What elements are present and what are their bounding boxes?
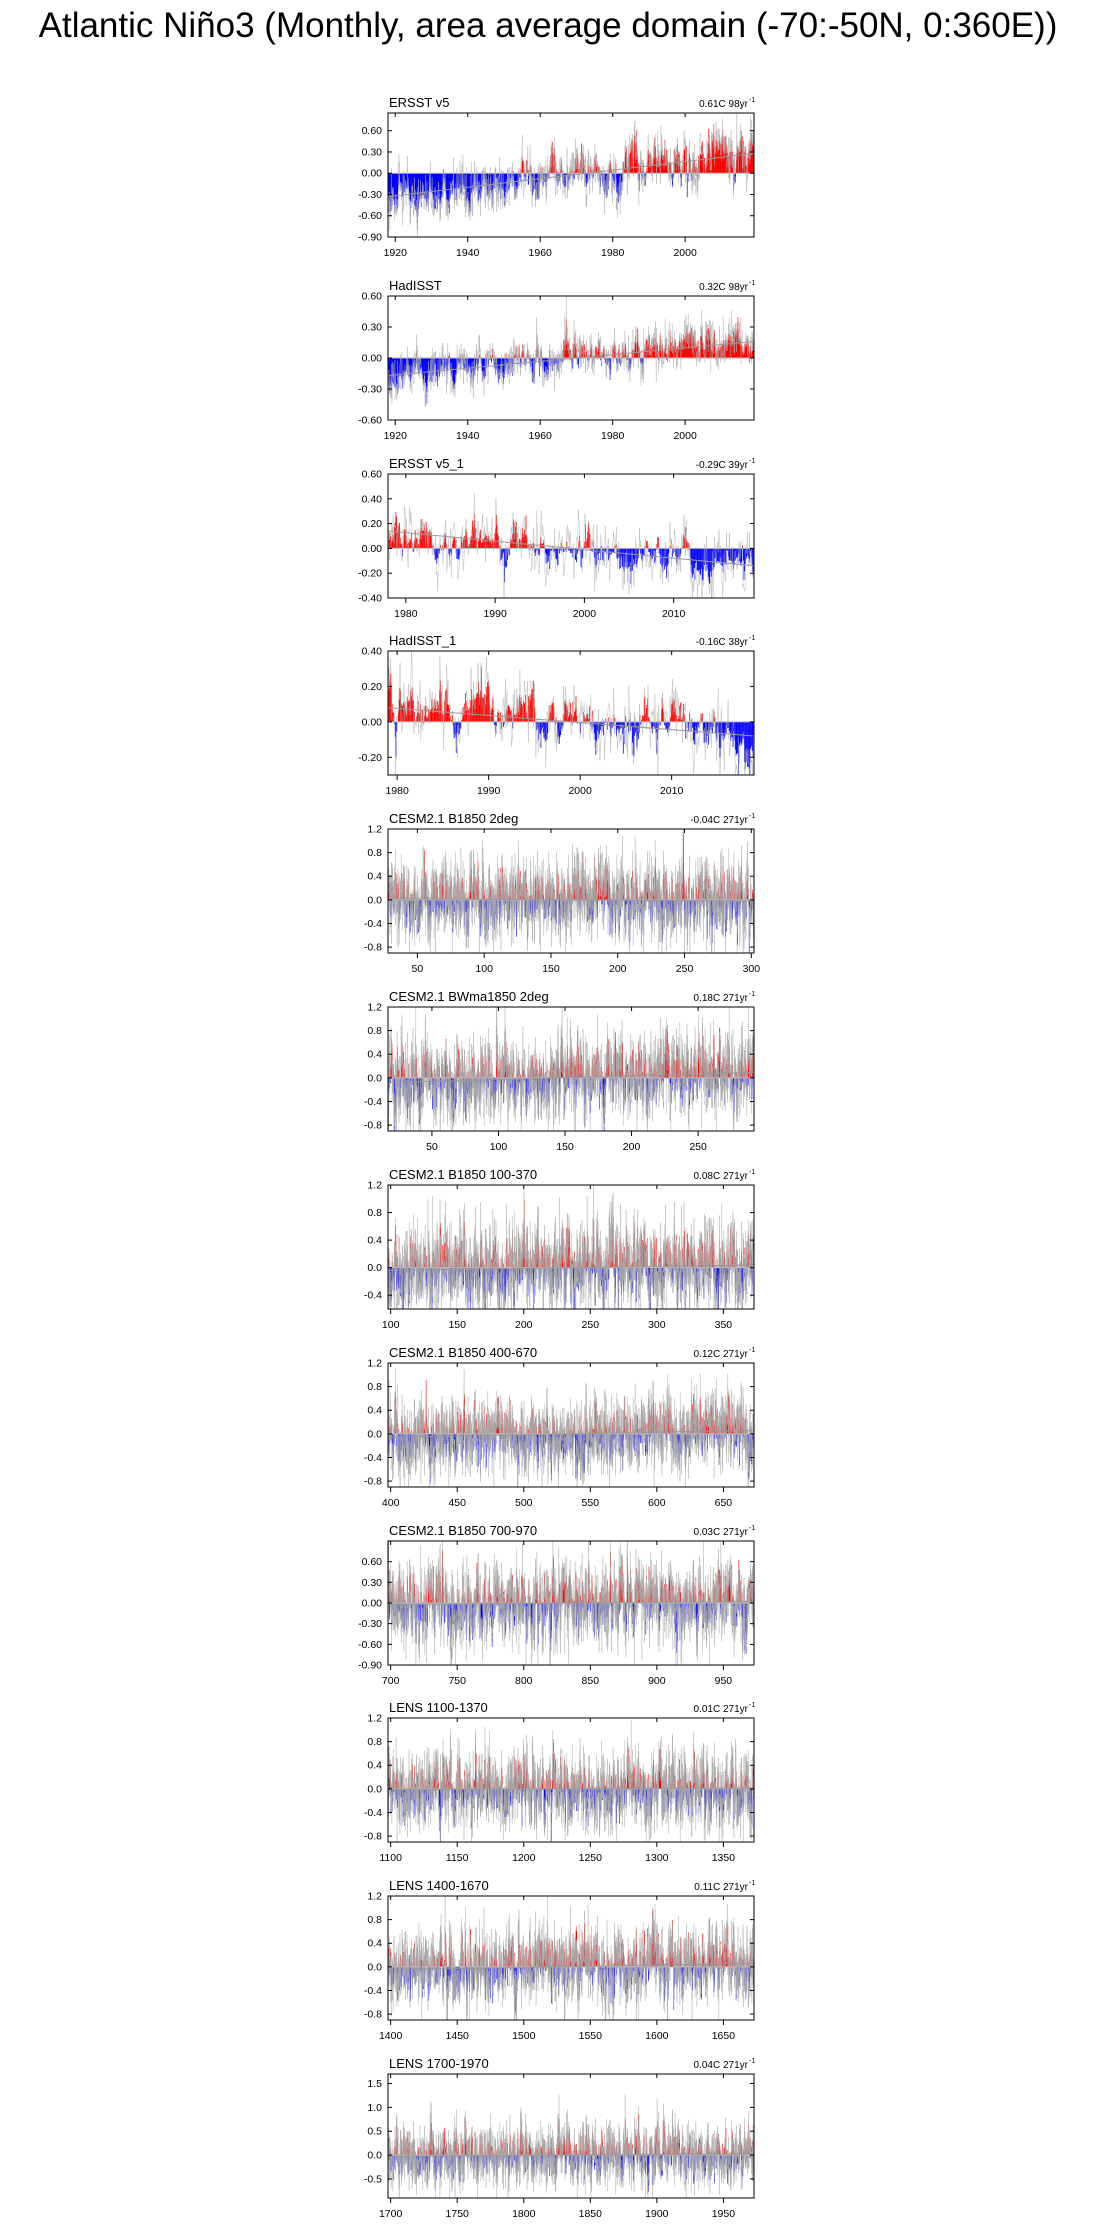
anomaly-bar (663, 351, 664, 358)
anomaly-bar (453, 537, 454, 549)
anomaly-bar (647, 541, 648, 549)
panel-title: ERSST v5 (389, 95, 449, 110)
anomaly-bar (590, 534, 591, 548)
anomaly-bar (653, 548, 654, 555)
anomaly-bar (548, 548, 549, 561)
x-tick-label: 1980 (385, 785, 409, 797)
anomaly-bar (468, 709, 469, 721)
anomaly-bar (629, 548, 630, 566)
anomaly-bar (485, 704, 486, 722)
anomaly-bar (679, 716, 680, 722)
anomaly-bar (422, 531, 423, 549)
anomaly-bar (458, 548, 459, 558)
x-tick-label: 2010 (662, 608, 686, 620)
anomaly-bar (684, 714, 685, 722)
x-tick-label: 1980 (601, 247, 625, 259)
anomaly-bar (628, 548, 629, 568)
anomaly-bar (644, 697, 645, 722)
anomaly-bar (736, 722, 737, 754)
anomaly-bar (675, 548, 676, 555)
anomaly-bar (462, 542, 463, 548)
x-tick-label: 1940 (456, 430, 480, 442)
anomaly-bar (584, 542, 585, 549)
anomaly-bar (412, 688, 413, 722)
anomaly-bar (702, 548, 703, 579)
anomaly-bar (670, 717, 671, 721)
anomaly-bar (633, 548, 634, 565)
anomaly-bar (697, 548, 698, 571)
anomaly-bar (389, 688, 390, 721)
y-tick-label: -0.90 (358, 232, 382, 244)
anomaly-bar (400, 538, 401, 549)
anomaly-bar (744, 548, 745, 571)
y-tick-label: 0.30 (362, 146, 383, 158)
anomaly-bar (546, 548, 547, 554)
y-tick-label: 0.00 (362, 353, 383, 365)
anomaly-bar (448, 705, 449, 722)
anomaly-bar (696, 548, 697, 561)
y-tick-label: 0.20 (362, 518, 383, 530)
anomaly-bar (610, 548, 611, 554)
anomaly-bar (694, 722, 695, 744)
anomaly-bar (685, 722, 686, 739)
anomaly-bar (503, 722, 504, 727)
anomaly-bar (744, 548, 745, 580)
anomaly-bar (730, 722, 731, 741)
anomaly-bar (546, 548, 547, 563)
anomaly-bar (646, 541, 647, 548)
y-tick-label: -0.30 (358, 189, 382, 201)
anomaly-bar (483, 539, 484, 548)
anomaly-bar (524, 703, 525, 721)
anomaly-bar (535, 548, 536, 552)
anomaly-bar (720, 548, 721, 557)
panel-title: HadISST (389, 278, 442, 293)
anomaly-bar (463, 713, 464, 721)
y-tick-label: -0.20 (358, 568, 382, 580)
anomaly-bar (478, 541, 479, 548)
anomaly-bar (425, 706, 426, 722)
chart-panel (0, 629, 1096, 813)
x-tick-label: 1960 (529, 430, 553, 442)
anomaly-bar (730, 722, 731, 733)
anomaly-bar (638, 163, 639, 173)
chart-panel (0, 91, 1096, 275)
anomaly-bar (481, 543, 482, 549)
anomaly-bar (740, 722, 741, 745)
anomaly-bar (477, 693, 478, 722)
y-tick-label: 0.60 (362, 125, 383, 137)
anomaly-bar (608, 717, 609, 722)
trend-label-superscript: -1 (749, 635, 755, 642)
anomaly-bar (573, 716, 574, 721)
anomaly-bar (433, 713, 434, 722)
trend-label: -0.29C 39yr (696, 460, 749, 471)
anomaly-bar (652, 548, 653, 558)
anomaly-bar (729, 722, 730, 731)
anomaly-bar (597, 722, 598, 731)
anomaly-bar (736, 548, 737, 557)
trend-label-superscript: -1 (749, 97, 755, 104)
anomaly-bar (486, 695, 487, 722)
anomaly-bar (628, 548, 629, 567)
anomaly-bar (570, 548, 571, 552)
anomaly-bar (408, 702, 409, 722)
anomaly-bar (672, 703, 673, 722)
anomaly-bar (523, 534, 524, 549)
anomaly-bar (538, 548, 539, 554)
anomaly-bar (549, 548, 550, 555)
anomaly-bar (725, 548, 726, 563)
y-tick-label: -0.40 (358, 593, 382, 605)
anomaly-bar (410, 540, 411, 548)
anomaly-bar (480, 530, 481, 549)
anomaly-bar (466, 701, 467, 722)
panel-title: HadISST_1 (389, 633, 456, 648)
anomaly-bar (698, 722, 699, 728)
anomaly-bar (525, 900, 526, 918)
anomaly-bar (449, 353, 450, 358)
series-bars (388, 295, 754, 407)
anomaly-bar (503, 548, 504, 552)
anomaly-bar (684, 538, 685, 549)
anomaly-bar (531, 689, 532, 722)
anomaly-bar (392, 541, 393, 549)
x-tick-label: 1980 (601, 430, 625, 442)
anomaly-bar (453, 541, 454, 549)
x-tick-label: 1940 (456, 247, 480, 259)
anomaly-bar (454, 537, 455, 548)
anomaly-bar (621, 548, 622, 556)
anomaly-bar (480, 534, 481, 549)
anomaly-bar (624, 722, 625, 728)
anomaly-bar (496, 515, 497, 549)
anomaly-bar (709, 548, 710, 583)
anomaly-bar (435, 702, 436, 722)
y-tick-label: 0.30 (362, 322, 383, 334)
anomaly-bar (666, 722, 667, 729)
anomaly-bar (547, 722, 548, 733)
anomaly-bar (609, 722, 610, 726)
anomaly-bar (555, 548, 556, 558)
anomaly-bar (650, 548, 651, 555)
anomaly-bar (572, 548, 573, 553)
anomaly-bar (701, 713, 702, 722)
anomaly-bar (487, 538, 488, 548)
x-tick-label: 2000 (673, 247, 697, 259)
anomaly-bar (699, 548, 700, 569)
anomaly-bar (553, 702, 554, 721)
y-tick-label: -0.60 (358, 210, 382, 222)
anomaly-bar (437, 548, 438, 558)
anomaly-bar (556, 548, 557, 559)
y-tick-label: 0.40 (362, 646, 383, 658)
anomaly-bar (574, 712, 575, 722)
anomaly-bar (552, 703, 553, 722)
anomaly-bar (476, 694, 477, 722)
anomaly-bar (439, 548, 440, 553)
anomaly-bar (648, 717, 649, 722)
x-tick-label: 1960 (529, 247, 553, 259)
anomaly-bar (618, 722, 619, 728)
anomaly-bar (545, 548, 546, 552)
anomaly-bar (640, 548, 641, 553)
anomaly-bar (588, 173, 589, 182)
anomaly-bar (737, 548, 738, 557)
anomaly-bar (492, 708, 493, 722)
anomaly-bar (634, 548, 635, 563)
anomaly-bar (447, 690, 448, 722)
anomaly-bar (703, 548, 704, 580)
anomaly-bar (483, 697, 484, 721)
anomaly-bar (600, 722, 601, 730)
anomaly-bar (649, 548, 650, 552)
anomaly-bar (413, 548, 414, 552)
anomaly-bar (616, 544, 617, 548)
anomaly-bar (515, 715, 516, 722)
panel-title: ERSST v5_1 (389, 456, 464, 471)
anomaly-bar (486, 687, 487, 722)
anomaly-bar (523, 537, 524, 548)
anomaly-bar (692, 548, 693, 577)
anomaly-bar (531, 694, 532, 721)
anomaly-bar (642, 715, 643, 722)
y-tick-label: 0.60 (362, 469, 383, 481)
anomaly-bar (753, 548, 754, 572)
series-bars (388, 494, 754, 619)
chart-panel (0, 274, 1096, 458)
trend-label: -0.16C 38yr (696, 637, 749, 648)
anomaly-bar (700, 548, 701, 574)
y-tick-label: 0.00 (362, 543, 383, 555)
x-tick-label: 2000 (573, 608, 597, 620)
anomaly-bar (700, 548, 701, 575)
x-tick-label: 2000 (568, 785, 592, 797)
anomaly-bar (459, 358, 460, 363)
trend-label: 0.32C 98yr (699, 282, 749, 293)
page-title: Atlantic Niño3 (Monthly, area average domain (-70:-50N, 0:360E)) (0, 6, 1096, 46)
anomaly-bar (506, 353, 507, 358)
anomaly-bar (564, 548, 565, 552)
anomaly-bar (447, 704, 448, 721)
anomaly-bar (389, 532, 390, 548)
y-tick-label: 0.40 (362, 493, 383, 505)
anomaly-bar (460, 722, 461, 728)
anomaly-bar (545, 722, 546, 741)
anomaly-bar (737, 722, 738, 753)
anomaly-bar (524, 529, 525, 548)
anomaly-bar (750, 722, 751, 749)
anomaly-bar (645, 713, 646, 721)
anomaly-bar (457, 722, 458, 733)
anomaly-bar (567, 542, 568, 549)
anomaly-bar (619, 358, 620, 363)
anomaly-bar (559, 548, 560, 553)
anomaly-bar (491, 544, 492, 548)
anomaly-bar (743, 548, 744, 560)
anomaly-bar (470, 700, 471, 722)
y-tick-label: -0.60 (358, 415, 382, 427)
anomaly-bar (599, 548, 600, 552)
anomaly-bar (488, 535, 489, 548)
x-tick-label: 1920 (384, 430, 408, 442)
anomaly-bar (595, 722, 596, 740)
anomaly-bar (695, 548, 696, 563)
anomaly-bar (520, 540, 521, 548)
anomaly-bar (602, 548, 603, 559)
x-tick-label: 2000 (673, 430, 697, 442)
anomaly-bar (748, 548, 749, 557)
anomaly-bar (482, 542, 483, 548)
anomaly-bar (450, 716, 451, 722)
anomaly-bar (648, 548, 649, 552)
y-tick-label: 0.00 (362, 716, 383, 728)
anomaly-bar (632, 722, 633, 743)
anomaly-bar (571, 714, 572, 722)
anomaly-bar (486, 536, 487, 548)
anomaly-bar (741, 722, 742, 745)
anomaly-bar (500, 713, 501, 722)
anomaly-bar (436, 548, 437, 563)
anomaly-bar (435, 708, 436, 722)
anomaly-bar (490, 540, 491, 548)
anomaly-bar (660, 548, 661, 563)
anomaly-bar (515, 527, 516, 548)
y-tick-label: 0.00 (362, 168, 383, 180)
anomaly-bar (578, 541, 579, 548)
anomaly-bar (430, 710, 431, 721)
anomaly-bar (741, 548, 742, 565)
anomaly-bar (470, 707, 471, 721)
anomaly-bar (746, 722, 747, 752)
anomaly-bar (722, 548, 723, 566)
x-tick-label: 1990 (477, 785, 501, 797)
chart-panel (0, 807, 1096, 991)
anomaly-bar (719, 548, 720, 562)
y-tick-label: -0.20 (358, 752, 382, 764)
anomaly-bar (668, 548, 669, 564)
anomaly-bar (697, 548, 698, 569)
anomaly-bar (541, 537, 542, 548)
anomaly-bar (525, 535, 526, 548)
chart-panel (0, 452, 1096, 636)
anomaly-bar (605, 718, 606, 721)
x-tick-label: 1920 (384, 247, 408, 259)
series-bars (388, 821, 754, 974)
anomaly-bar (613, 548, 614, 551)
anomaly-bar (511, 539, 512, 548)
anomaly-bar (399, 688, 400, 722)
anomaly-bar (430, 534, 431, 548)
trend-label-superscript: -1 (749, 458, 755, 465)
anomaly-bar (410, 538, 411, 548)
anomaly-bar (467, 711, 468, 722)
anomaly-bar (497, 525, 498, 548)
anomaly-bar (501, 548, 502, 559)
anomaly-bar (707, 722, 708, 736)
anomaly-bar (540, 722, 541, 734)
x-tick-label: 2010 (660, 785, 684, 797)
anomaly-bar (390, 682, 391, 722)
anomaly-bar (463, 539, 464, 548)
anomaly-bar (427, 718, 428, 722)
anomaly-bar (419, 714, 420, 722)
anomaly-bar (491, 358, 492, 361)
y-tick-label: 0.60 (362, 291, 383, 303)
anomaly-bar (401, 544, 402, 549)
series-bars (388, 649, 754, 802)
anomaly-bar (417, 713, 418, 722)
anomaly-bar (693, 548, 694, 574)
anomaly-bar (484, 538, 485, 549)
anomaly-bar (731, 548, 732, 561)
anomaly-bar (709, 548, 710, 582)
anomaly-bar (622, 548, 623, 566)
anomaly-bar (694, 548, 695, 568)
anomaly-bar (736, 722, 737, 756)
anomaly-bar (691, 722, 692, 731)
anomaly-bar (695, 167, 696, 174)
anomaly-bar (740, 722, 741, 743)
anomaly-bar (652, 722, 653, 734)
anomaly-bar (464, 703, 465, 722)
anomaly-bar (708, 548, 709, 576)
anomaly-bar (442, 714, 443, 722)
anomaly-bar (423, 531, 424, 549)
trend-label-superscript: -1 (749, 280, 755, 287)
anomaly-bar (404, 529, 405, 548)
anomaly-bar (587, 532, 588, 549)
anomaly-bar (418, 544, 419, 549)
anomaly-bar (533, 543, 534, 549)
anomaly-bar (749, 722, 750, 769)
anomaly-bar (613, 173, 614, 180)
anomaly-bar (710, 548, 711, 571)
anomaly-bar (426, 717, 427, 722)
anomaly-bar (751, 722, 752, 747)
x-tick-label: 1990 (483, 608, 507, 620)
anomaly-bar (692, 722, 693, 728)
anomaly-bar (568, 717, 569, 722)
anomaly-bar (653, 722, 654, 727)
anomaly-bar (666, 354, 667, 358)
anomaly-bar (711, 548, 712, 576)
anomaly-bar (401, 544, 402, 548)
anomaly-bar (701, 548, 702, 568)
anomaly-bar (596, 722, 597, 741)
anomaly-bar (657, 544, 658, 549)
anomaly-bar (550, 705, 551, 722)
trend-label: 0.61C 98yr (699, 99, 749, 110)
anomaly-bar (443, 169, 444, 173)
anomaly-bar (498, 713, 499, 722)
anomaly-bar (466, 532, 467, 549)
anomaly-bar (617, 548, 618, 559)
anomaly-bar (489, 542, 490, 549)
x-tick-label: 1980 (394, 608, 418, 620)
anomaly-bar (589, 707, 590, 722)
anomaly-bar (588, 718, 589, 722)
anomaly-bar (735, 722, 736, 750)
anomaly-bar (459, 722, 460, 734)
y-tick-label: -0.30 (358, 384, 382, 396)
y-tick-label: 0.20 (362, 681, 383, 693)
